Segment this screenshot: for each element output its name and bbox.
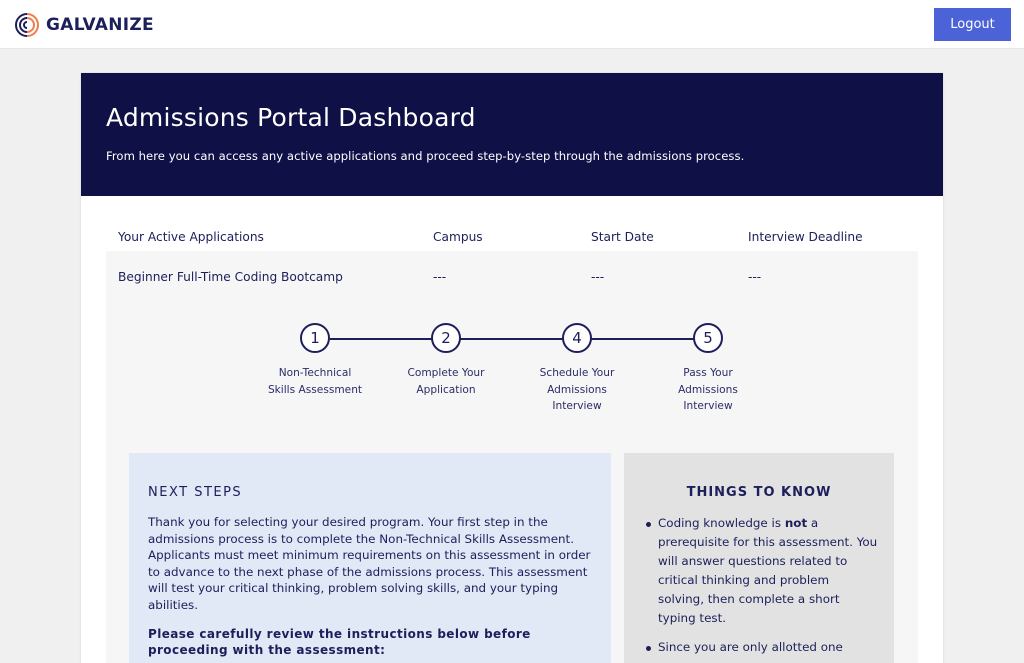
step-label: Complete Your Application: [407, 367, 485, 396]
next-steps-panel: [129, 453, 611, 663]
step-5[interactable]: [648, 323, 768, 415]
step-number-circle: 5: [693, 323, 723, 353]
things-to-know-panel: [624, 453, 894, 663]
item-text-bold: not: [784, 516, 808, 530]
admissions-stepper: [81, 223, 943, 423]
step-4[interactable]: [517, 323, 637, 415]
interview-deadline-value: ---: [748, 270, 762, 284]
things-to-know-list: [640, 514, 878, 657]
logout-button[interactable]: Logout: [934, 8, 1011, 41]
column-header-interview-deadline: Interview Deadline: [748, 230, 863, 244]
step-number-circle: 1: [300, 323, 330, 353]
step-2[interactable]: [386, 323, 506, 398]
brand-name: GALVANIZE: [46, 15, 154, 35]
things-to-know-title: THINGS TO KNOW: [686, 485, 832, 500]
brand-logo[interactable]: [14, 11, 154, 39]
column-header-start-date: Start Date: [591, 230, 654, 244]
next-steps-instructions-note: Please carefully review the instructions below before proceeding with the assessment:: [148, 626, 531, 658]
dashboard-card: [81, 73, 943, 663]
start-date-value: ---: [591, 270, 605, 284]
column-header-applications: Your Active Applications: [118, 230, 264, 244]
item-text-before: Coding knowledge is: [658, 516, 785, 530]
next-steps-body: Thank you for selecting your desired program. Your first step in the admissions process is to complete the Non-Technical Skills Assessment. Applicants must meet minimum requirements on this assessment in order to advance to the next phase of the admissions process. This assessment will test your critical thinking, problem solving skills, and your typing abilities.: [148, 515, 591, 612]
page-subtitle: From here you can access any active applications and proceed step-by-step through the admissions process.: [106, 149, 745, 163]
campus-value: ---: [433, 270, 447, 284]
step-1[interactable]: [255, 323, 375, 398]
list-item: [640, 638, 878, 657]
program-name: Beginner Full-Time Coding Bootcamp: [118, 270, 343, 284]
top-navigation-bar: [0, 0, 1024, 49]
page-title: Admissions Portal Dashboard: [106, 103, 476, 132]
step-label: Pass Your Admissions Interview: [678, 367, 738, 412]
item-text-before: Since you are only allotted one: [658, 640, 843, 654]
step-number-circle: 4: [562, 323, 592, 353]
next-steps-title: NEXT STEPS: [148, 485, 243, 500]
galvanize-logo-icon: [14, 12, 40, 38]
step-label: Schedule Your Admissions Interview: [539, 367, 615, 412]
step-label: Non-Technical Skills Assessment: [267, 367, 363, 396]
item-text-after: a prerequisite for this assessment. You will answer questions related to critical thinking and problem solving, then complete a short typing test.: [658, 516, 878, 625]
column-header-campus: Campus: [433, 230, 483, 244]
step-number-circle: 2: [431, 323, 461, 353]
dashboard-hero: [81, 73, 943, 196]
list-item: [640, 514, 878, 628]
